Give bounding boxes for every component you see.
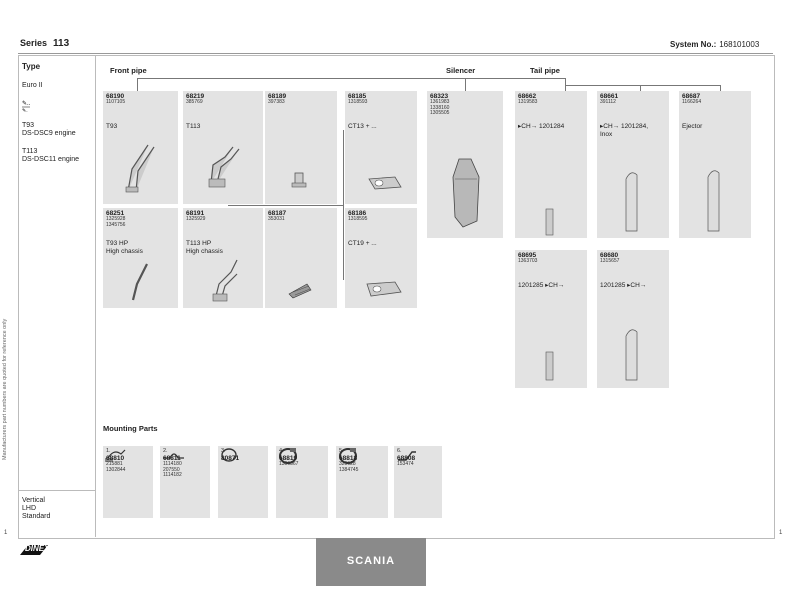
part-ref: 1114182	[163, 472, 182, 478]
connector-drop	[137, 78, 138, 91]
svg-text:✎.: ✎.	[22, 108, 28, 113]
part-code: 68185	[348, 93, 367, 100]
part-card[interactable]	[597, 250, 669, 388]
part-card[interactable]	[103, 208, 178, 308]
footer-lhd: LHD	[22, 505, 37, 512]
footer-standard: Standard	[22, 513, 51, 520]
part-desc: CT19 + ...	[348, 240, 377, 247]
part-card[interactable]	[515, 250, 587, 388]
part-code: 68811	[163, 455, 181, 462]
part-code: 68251	[106, 210, 125, 217]
emission-symbol-icon	[22, 99, 36, 118]
part-desc: ▸CH→ 1201284,	[600, 123, 649, 130]
dinex-logo: DINEX	[18, 543, 50, 557]
series-heading: Series 113	[20, 38, 70, 49]
part-desc: 1201285 ▸CH→	[600, 282, 647, 289]
tail-pipe-drawing-icon	[705, 167, 723, 233]
part-code: 68810	[106, 455, 125, 462]
page-number-left: 1	[4, 530, 8, 536]
part-code: 68662	[518, 93, 537, 100]
part-ref: 1338160	[430, 104, 450, 111]
part-code: 68818	[339, 455, 358, 462]
part-desc: T113	[186, 123, 201, 130]
type-dsc11: DS-DSC11 engine	[22, 156, 80, 163]
mounting-number: 6.	[397, 448, 402, 454]
silencer-drawing-icon	[449, 157, 483, 233]
system-number	[670, 40, 759, 49]
part-card[interactable]	[345, 208, 417, 308]
part-code: 68819	[279, 455, 298, 462]
front-pipe-drawing-icon	[118, 139, 163, 194]
part-card[interactable]	[515, 91, 587, 238]
top-connector	[137, 78, 565, 79]
part-ref: 207550	[163, 466, 180, 473]
part-card[interactable]	[679, 91, 751, 238]
mounting-part-card[interactable]	[103, 446, 153, 518]
tail-pipe-heading: Tail pipe	[530, 66, 560, 75]
part-ref: 397383	[268, 99, 285, 105]
part-card[interactable]	[427, 91, 503, 238]
part-code: 68187	[268, 210, 287, 217]
system-number-label: System No.:	[670, 40, 717, 49]
series-value: 113	[53, 38, 70, 49]
part-card[interactable]	[183, 208, 263, 308]
tail-pipe-drawing-icon	[623, 326, 641, 382]
part-card[interactable]	[265, 208, 337, 308]
part-desc: 1201285 ▸CH→	[518, 282, 565, 289]
flex-pipe-drawing-icon	[285, 280, 315, 300]
part-card[interactable]	[597, 91, 669, 238]
part-code: 68191	[186, 210, 205, 217]
part-desc: T113 HP	[186, 240, 212, 247]
part-ref: 1325929	[186, 216, 206, 222]
part-desc: T93 HP	[106, 240, 129, 247]
part-card[interactable]	[183, 91, 263, 204]
front-pipe-drawing-icon	[203, 143, 248, 193]
part-ref: 1315657	[600, 258, 620, 264]
part-ref: 385769	[186, 99, 203, 105]
part-desc: High chassis	[186, 247, 223, 255]
mounting-part-card[interactable]	[336, 446, 388, 518]
footer-divider	[18, 490, 95, 491]
part-ref: 353031	[268, 216, 285, 222]
side-note: Manufacturers part numbers are quoted for reference only	[2, 318, 8, 460]
part-ref: 1345756	[106, 221, 126, 228]
part-ref: 153474	[397, 461, 414, 467]
svg-text:✎..: ✎..	[22, 101, 31, 107]
mounting-part-card[interactable]	[394, 446, 442, 518]
mounting-part-card[interactable]	[276, 446, 328, 518]
part-code: 68189	[268, 93, 287, 100]
part-ref: 329928	[339, 461, 356, 467]
part-code: 68190	[106, 93, 125, 100]
footer-vertical: Vertical	[22, 497, 45, 504]
tail-connector	[565, 85, 720, 86]
mounting-number: 2.	[163, 448, 168, 454]
front-pipe-heading: Front pipe	[110, 66, 147, 75]
mounting-part-card[interactable]	[218, 446, 268, 518]
header-rule	[18, 53, 773, 54]
part-ref: 1302844	[106, 466, 126, 473]
mounting-number: 4.	[279, 448, 284, 454]
part-ref: 1363703	[518, 258, 538, 264]
tail-pipe-drawing-icon	[623, 169, 641, 233]
type-t113: T113	[22, 148, 38, 155]
left-column-divider	[95, 55, 96, 537]
part-card[interactable]	[345, 91, 417, 204]
vertical-connector	[343, 130, 344, 280]
mid-connector	[228, 205, 343, 206]
part-ref: 1166264	[682, 99, 702, 105]
part-desc: CT13 + ...	[348, 123, 377, 130]
connector-drop	[465, 78, 466, 91]
pipe-section-drawing-icon	[289, 169, 313, 191]
brand-tab: SCANIA	[316, 538, 426, 586]
silencer-heading: Silencer	[446, 66, 476, 75]
part-code: 68186	[348, 210, 367, 217]
part-desc: Inox	[600, 130, 613, 138]
tail-pipe-drawing-icon	[543, 207, 557, 237]
part-ref: 1305505	[430, 110, 450, 116]
type-euro: Euro II	[22, 82, 43, 89]
part-code: 68323	[430, 93, 449, 100]
mounting-number: 3.	[221, 448, 226, 454]
system-number-value: 168101003	[719, 40, 760, 49]
part-ref: 1318593	[348, 99, 368, 105]
part-ref: 1384745	[339, 466, 359, 473]
part-ref: 1318595	[348, 216, 368, 222]
part-ref: 1300367	[279, 461, 299, 467]
type-t93: T93	[22, 122, 35, 129]
part-ref: 1361983	[430, 99, 450, 105]
page-number-right: 1	[779, 530, 783, 536]
mounting-number: 1.	[106, 448, 111, 454]
part-ref: 1114180	[163, 461, 182, 467]
part-ref: 1319583	[518, 99, 538, 105]
part-ref: 1107105	[106, 99, 126, 105]
mounting-number: 5.	[339, 448, 344, 454]
part-desc: Ejector	[682, 123, 703, 130]
part-code: 68695	[518, 252, 537, 259]
mounting-parts-heading: Mounting Parts	[103, 424, 158, 433]
part-card[interactable]	[103, 91, 178, 204]
type-title: Type	[22, 62, 41, 71]
part-code: 68661	[600, 93, 619, 100]
part-desc: High chassis	[106, 247, 143, 255]
part-code: 68687	[682, 93, 701, 100]
type-dsc9: DS-DSC9 engine	[22, 130, 76, 137]
part-desc: T93	[106, 123, 118, 130]
part-code: 68808	[397, 455, 416, 462]
catalyst-drawing-icon	[365, 173, 405, 195]
front-pipe-drawing-icon	[207, 258, 247, 304]
part-ref: 215881	[106, 461, 123, 467]
catalyst-drawing-icon	[363, 278, 405, 302]
tail-pipe-drawing-icon	[543, 350, 557, 382]
mounting-part-card[interactable]	[160, 446, 210, 518]
part-card[interactable]	[265, 91, 337, 204]
part-code: 68680	[600, 252, 619, 259]
part-code: 80871	[221, 455, 240, 462]
part-ref: 391112	[600, 99, 616, 105]
part-code: 68219	[186, 93, 205, 100]
part-ref: 1325928	[106, 216, 126, 222]
part-desc: ▸CH→ 1201284	[518, 123, 565, 130]
front-pipe-drawing-icon	[125, 260, 155, 304]
